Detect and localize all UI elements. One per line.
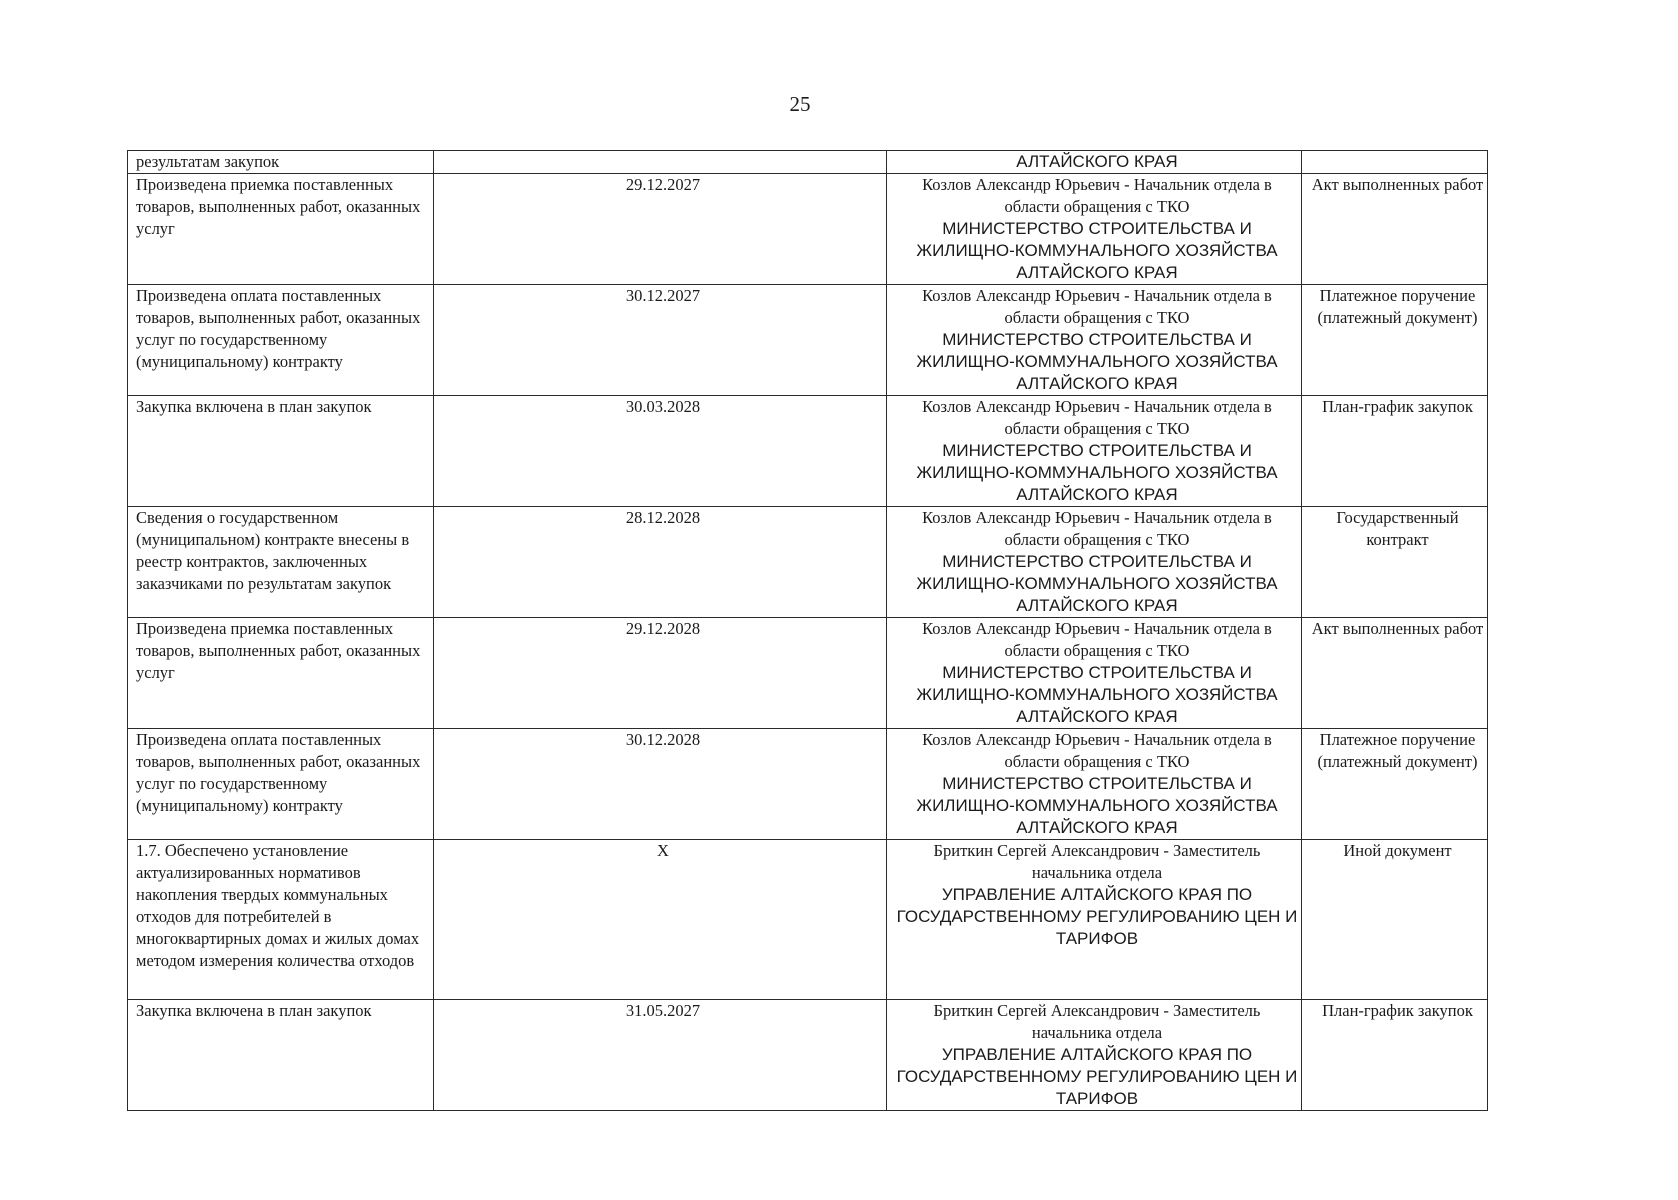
responsible-person: Козлов Александр Юрьевич - Начальник отдела в области обращения с ТКО	[922, 508, 1272, 549]
document-type-cell: Иной документ	[1302, 840, 1488, 1000]
event-cell: Закупка включена в план закупок	[128, 396, 434, 507]
event-cell: результатам закупок	[128, 151, 434, 174]
responsible-person: Бриткин Сергей Александрович - Заместитель начальника отдела	[933, 841, 1261, 882]
responsible-cell	[887, 174, 1302, 285]
document-type-cell: Платежное поручение (платежный документ)	[1302, 729, 1488, 840]
responsible-organization: МИНИСТЕРСТВО СТРОИТЕЛЬСТВА И ЖИЛИЩНО-КОММУНАЛЬНОГО ХОЗЯЙСТВА АЛТАЙСКОГО КРАЯ	[916, 774, 1278, 837]
event-cell: Произведена оплата поставленных товаров, выполненных работ, оказанных услуг по государственному (муниципальному) контракту	[128, 729, 434, 840]
document-type-cell: Государственный контракт	[1302, 507, 1488, 618]
responsible-cell	[887, 507, 1302, 618]
event-cell: Произведена приемка поставленных товаров, выполненных работ, оказанных услуг	[128, 618, 434, 729]
responsible-person: Бриткин Сергей Александрович - Заместитель начальника отдела	[933, 1001, 1261, 1042]
deadline-date: 30.03.2028	[625, 397, 701, 416]
responsible-person: Козлов Александр Юрьевич - Начальник отдела в области обращения с ТКО	[922, 286, 1272, 327]
document-type-cell: План-график закупок	[1302, 396, 1488, 507]
responsible-organization: УПРАВЛЕНИЕ АЛТАЙСКОГО КРАЯ ПО ГОСУДАРСТВЕННОМУ РЕГУЛИРОВАНИЮ ЦЕН И ТАРИФОВ	[896, 885, 1298, 948]
responsible-organization: МИНИСТЕРСТВО СТРОИТЕЛЬСТВА И ЖИЛИЩНО-КОММУНАЛЬНОГО ХОЗЯЙСТВА АЛТАЙСКОГО КРАЯ	[916, 219, 1278, 282]
responsible-cell	[887, 151, 1302, 174]
date-cell	[434, 174, 887, 285]
event-cell: Сведения о государственном (муниципальном) контракте внесены в реестр контрактов, заключенных заказчиками по результатам закупок	[128, 507, 434, 618]
date-cell	[434, 285, 887, 396]
responsible-cell	[887, 729, 1302, 840]
responsible-organization: МИНИСТЕРСТВО СТРОИТЕЛЬСТВА И ЖИЛИЩНО-КОММУНАЛЬНОГО ХОЗЯЙСТВА АЛТАЙСКОГО КРАЯ	[916, 663, 1278, 726]
document-type-cell: План-график закупок	[1302, 1000, 1488, 1111]
responsible-person: Козлов Александр Юрьевич - Начальник отдела в области обращения с ТКО	[922, 619, 1272, 660]
responsible-person: Козлов Александр Юрьевич - Начальник отдела в области обращения с ТКО	[922, 730, 1272, 771]
event-cell: Произведена приемка поставленных товаров, выполненных работ, оказанных услуг	[128, 174, 434, 285]
responsible-cell	[887, 840, 1302, 1000]
responsible-organization: УПРАВЛЕНИЕ АЛТАЙСКОГО КРАЯ ПО ГОСУДАРСТВЕННОМУ РЕГУЛИРОВАНИЮ ЦЕН И ТАРИФОВ	[896, 1045, 1298, 1108]
responsible-cell	[887, 396, 1302, 507]
table-row	[128, 507, 1488, 618]
document-type-cell: Акт выполненных работ	[1302, 618, 1488, 729]
responsible-person: Козлов Александр Юрьевич - Начальник отдела в области обращения с ТКО	[922, 397, 1272, 438]
responsible-cell	[887, 285, 1302, 396]
deadline-date: 30.12.2028	[625, 730, 701, 749]
page-number: 25	[789, 92, 811, 116]
responsible-organization: МИНИСТЕРСТВО СТРОИТЕЛЬСТВА И ЖИЛИЩНО-КОММУНАЛЬНОГО ХОЗЯЙСТВА АЛТАЙСКОГО КРАЯ	[916, 441, 1278, 504]
table-row	[128, 285, 1488, 396]
deadline-date: 28.12.2028	[625, 508, 701, 527]
table-row	[128, 396, 1488, 507]
event-cell: Произведена оплата поставленных товаров, выполненных работ, оказанных услуг по государственному (муниципальному) контракту	[128, 285, 434, 396]
responsible-person: Козлов Александр Юрьевич - Начальник отдела в области обращения с ТКО	[922, 175, 1272, 216]
table-row	[128, 174, 1488, 285]
document-type-cell: Платежное поручение (платежный документ)	[1302, 285, 1488, 396]
date-cell	[434, 507, 887, 618]
table-row	[128, 840, 1488, 1000]
date-cell	[434, 618, 887, 729]
document-type-cell: Акт выполненных работ	[1302, 174, 1488, 285]
date-cell	[434, 729, 887, 840]
date-cell	[434, 396, 887, 507]
table-row	[128, 729, 1488, 840]
deadline-date: 29.12.2027	[625, 175, 701, 194]
date-cell	[434, 840, 887, 1000]
deadline-date: 29.12.2028	[625, 619, 701, 638]
table-row	[128, 618, 1488, 729]
deadline-date: 30.12.2027	[625, 286, 701, 305]
responsible-cell	[887, 1000, 1302, 1111]
event-cell: Закупка включена в план закупок	[128, 1000, 434, 1111]
deadline-date: X	[657, 841, 669, 860]
responsible-organization: МИНИСТЕРСТВО СТРОИТЕЛЬСТВА И ЖИЛИЩНО-КОММУНАЛЬНОГО ХОЗЯЙСТВА АЛТАЙСКОГО КРАЯ	[916, 552, 1278, 615]
deadline-date: 31.05.2027	[625, 1001, 701, 1020]
responsible-organization: МИНИСТЕРСТВО СТРОИТЕЛЬСТВА И ЖИЛИЩНО-КОММУНАЛЬНОГО ХОЗЯЙСТВА АЛТАЙСКОГО КРАЯ	[916, 330, 1278, 393]
events-table	[127, 150, 1488, 1111]
date-cell	[434, 1000, 887, 1111]
responsible-cell	[887, 618, 1302, 729]
table-row	[128, 151, 1488, 174]
table-row	[128, 1000, 1488, 1111]
responsible-organization: АЛТАЙСКОГО КРАЯ	[1016, 152, 1178, 171]
event-cell: 1.7. Обеспечено установление актуализированных нормативов накопления твердых коммунальных отходов для потребителей в многоквартирных домах и жилых домах методом измерения количества отходов	[128, 840, 434, 1000]
document-type-cell	[1302, 151, 1488, 174]
date-cell	[434, 151, 887, 174]
